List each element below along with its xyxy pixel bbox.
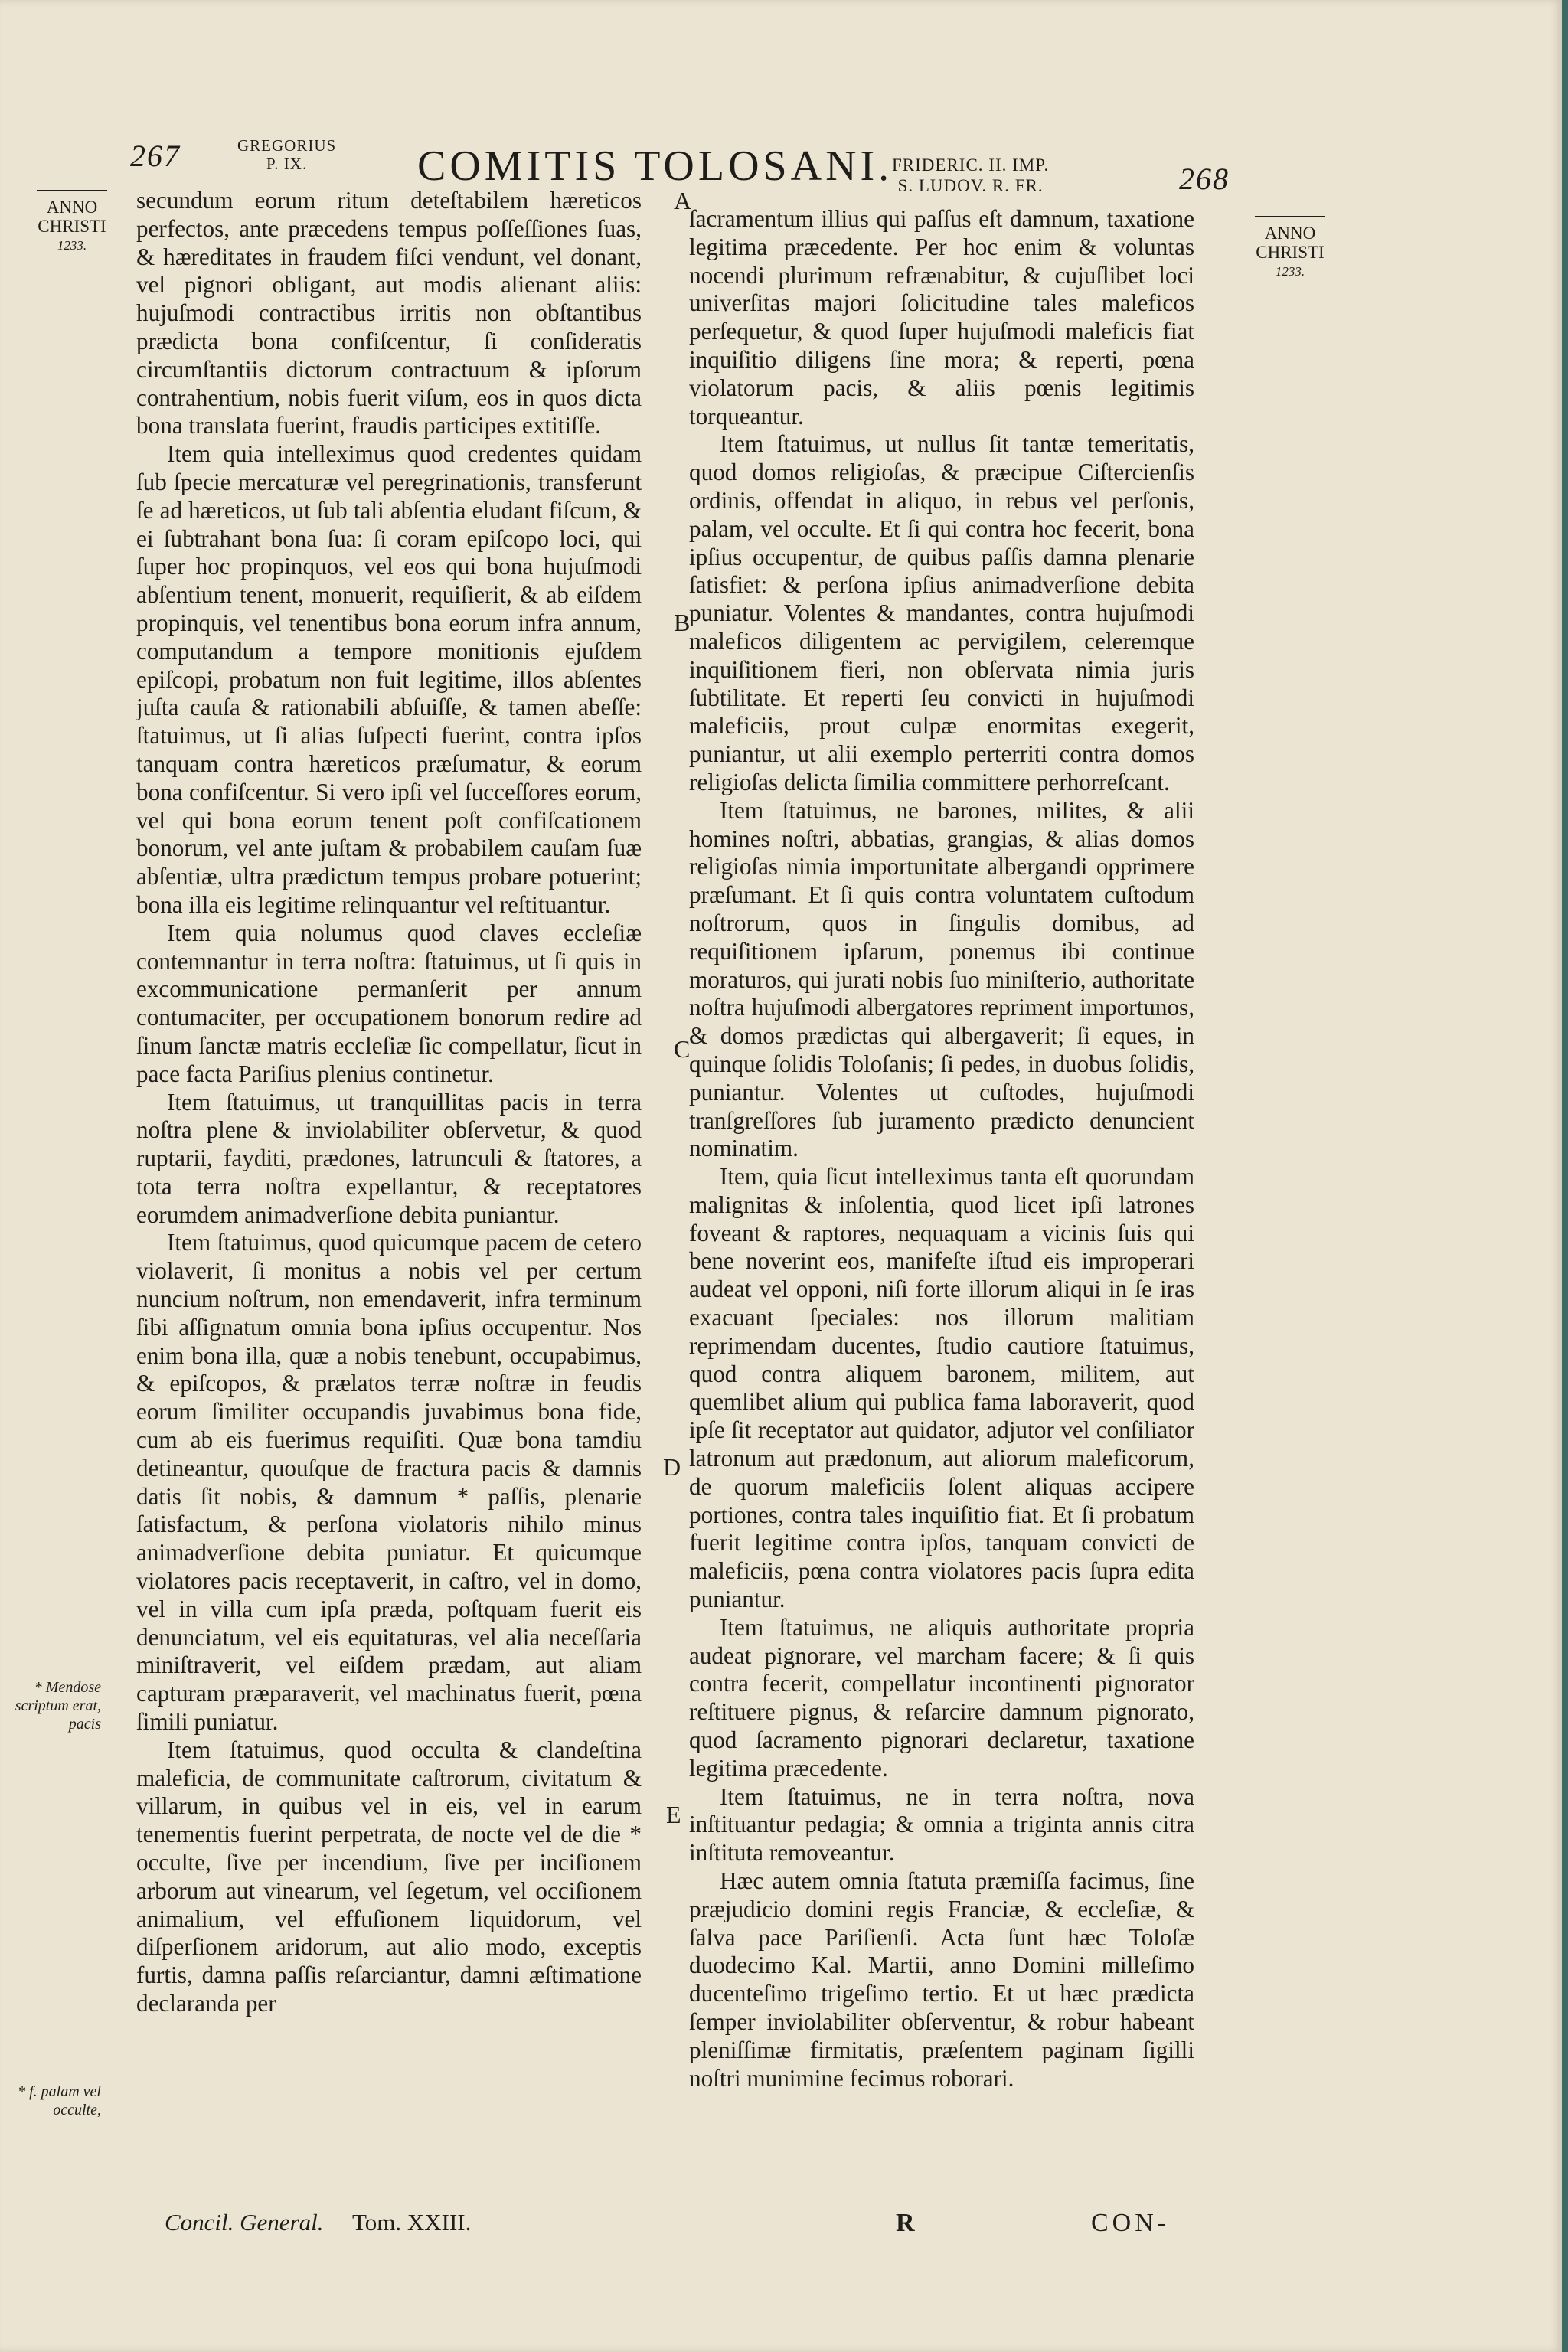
paragraph: Item ſtatuimus, ne aliquis authoritate propria audeat pignorare, vel marcham facere; & ſi quis contra fecerit, compellatur incontinenti pignorator reſtituere pignus, & reſarcire damnum pignorato, quod ſacramento pignorari declaretur, taxatione legitima præcedente. <box>689 1613 1194 1782</box>
anno-christi-left <box>34 190 110 255</box>
anno-year: 1233. <box>57 238 87 253</box>
section-letter-e: E <box>666 1801 681 1828</box>
anno-label: ANNO <box>46 198 98 217</box>
margin-note-palam: * f. palam vel occulte, <box>18 2083 101 2118</box>
section-letter-a: A <box>674 187 692 214</box>
paragraph: secundum eorum ritum deteſtabilem hæreticos perfectos, ante præcedens tempus poſſeſſiones ſuas, & hæreditates in fraudem fiſci vendunt, vel donant, vel pignori obligant, aut modis alienant aliis: hujuſmodi contractibus irritis non obſtantibus prædicta bona confiſcentur, ſi conſideratis circumſtantiis dictorum contractuum & ipſorum contrahentium, nobis fuerit viſum, eos in quos dicta bona translata fuerint, fraudis participes extitiſſe. <box>136 187 642 439</box>
pope-number: P. IX. <box>266 155 308 173</box>
pope-label <box>237 136 336 173</box>
left-column <box>136 187 642 2018</box>
anno-year: 1233. <box>1275 264 1305 279</box>
section-letter-b: B <box>674 609 691 636</box>
christi-label: CHRISTI <box>38 217 106 236</box>
section-letter-c: C <box>674 1035 691 1063</box>
paragraph: Item ſtatuimus, quod occulta & clandeſtina maleficia, de communitate caſtrorum, civitatum & villarum, in quibus vel in eis, vel in earum tenementis fuerint perpetrata, de nocte vel de die * occulte, ſive per incendium, ſive per inciſionem arborum aut vinearum, vel ſegetum, vel occiſionem animalium, vel effuſionem liquidorum, vel diſperſionem aridorum, aut alio modo, exceptis furtis, damna paſſis reſarciantur, damni æſtimatione declaranda per <box>136 1736 642 2017</box>
paragraph: Item quia intelleximus quod credentes quidam ſub ſpecie mercaturæ vel peregrinationis, transferunt ſe ad hæreticos, ut ſub tali abſentia eludant fiſcum, & ei ſubtrahant bona ſua: ſi coram epiſcopo loci, qui ſuper hoc propinquos, vel eos qui bona hujuſmodi abſentium tenent, monuerit, requiſierit, & ab eiſdem propinquis, vel tenentibus bona eorum infra annum, computandum a tempore monitionis ejuſdem epiſcopi, probatum non fuit legitime, illos abſentes juſta cauſa & rationabili abſuiſſe, & tamen abeſſe: ſtatuimus, ut ſi alias ſuſpecti fuerint, contra ipſos tanquam contra hæreticos præſumatur, & eorum bona confiſcentur. Si vero ipſi vel ſucceſſores eorum, vel qui bona eorum tenent poſt confiſcationem bonorum, vel ante juſtam & probabilem cauſam ſuæ abſentiæ, ultra prædictum tempus probare potuerint; bona illa eis legitime relinquantur vel reſtituantur. <box>136 440 642 918</box>
catchword: CON- <box>1091 2209 1171 2237</box>
section-letter-d: D <box>663 1453 681 1481</box>
pope-name: GREGORIUS <box>237 136 337 155</box>
anno-label: ANNO <box>1264 224 1316 243</box>
volume-label: Tom. XXIII. <box>352 2209 472 2236</box>
paragraph: Item ſtatuimus, quod quicumque pacem de cetero violaverit, ſi monitus a nobis vel per certum nuncium noſtrum, non emendaverit, infra terminum ſibi aſſignatum omnia bona ipſius occupentur. Nos enim bona illa, quæ a nobis tenebunt, occupabimus, & epiſcopos, & prælatos terræ noſtræ in feudis eorum ſimiliter occupandis juvabimus bona fide, cum ab eis fuerimus requiſiti. Quæ bona tamdiu detineantur, quouſque de fractura pacis & damnis datis ſit nobis, & damnum * paſſis, plenarie ſatisfactum, & perſona violatoris nihilo minus animadverſione debita puniatur. Et quicumque violatores pacis receptaverit, in caſtro, vel in domo, vel in villa cum ipſa præda, poſtquam fuerit eis denunciatum, vel eis equitaturas, vel alia neceſſaria miniſtraverit, vel eiſdem prædam, aut aliam capturam præparaverit, vel machinatus fuerit, pœna ſimili puniatur. <box>136 1229 642 1736</box>
paragraph: Item, quia ſicut intelleximus tanta eſt quorundam malignitas & inſolentia, quod licet ipſi latrones foveant & raptores, nequaquam a vicinis ſuis qui bene noverint eos, manifeſte iſtud eis improperari audeat vel opponi, niſi forte illorum aliqui in ſe iras exacuant ſpeciales: nos illorum malitiam reprimendam ducentes, ſtudio cautiore ſtatuimus, quod contra aliquem baronem, militem, aut quemlibet alium qui publica fama laboraverit, quod ipſe ſit receptator aut quidator, adjutor vel conſiliator latronum aut prædonum, aut aliorum maleficorum, de quorum maleficiis ſolent aliquas accipere portiones, contra tales inquiſitio fiat. Et ſi probatum fuerit legitime contra ipſos, tanquam convicti de maleficiis, pœna contra violatores pacis ſupra edita puniantur. <box>689 1163 1194 1613</box>
margin-note-mendose: * Mendose scriptum erat, pacis <box>15 1679 101 1733</box>
page-number-right: 268 <box>1179 162 1230 196</box>
paragraph: Item ſtatuimus, ut nullus ſit tantæ temeritatis, quod domos religioſas, & præcipue Ciſtercienſis ordinis, offendat in aliquo, in rebus vel perſonis, palam, vel occulte. Et ſi qui contra hoc fecerit, bona ipſius occupentur, de quibus paſſis damna plenarie ſatisfiet: & perſona ipſius animadverſione debita puniatur. Volentes & mandantes, contra hujuſmodi maleficos diligentem ac pervigilem, celeremque inquiſitionem fieri, non obſervata nimia juris ſubtilitate. Et reperti ſeu convicti in hujuſmodi maleficiis, prout culpæ enormitas exegerit, puniantur, ut alii exemplo perterriti contra domos religioſas delicta ſimilia committere perhorreſcant. <box>689 430 1194 795</box>
paragraph: ſacramentum illius qui paſſus eſt damnum, taxatione legitima præcedente. Per hoc enim & voluntas nocendi plurimum refrænabitur, & cujuſlibet loci univerſitas majori ſolicitudine tales maleficos perſequetur, & quod ſuper hujuſmodi maleficis fiat inquiſitio diligens ſine mora; & reperti, pœna violatorum pacis, & aliis pœnis legitimis torqueantur. <box>689 205 1194 430</box>
quire-letter: R <box>896 2209 915 2237</box>
emperor-label: FRIDERIC. II. IMP. <box>892 155 1050 175</box>
divider <box>37 190 107 191</box>
paragraph: Item ſtatuimus, ut tranquillitas pacis in terra noſtra plene & inviolabiliter obſervetur, & quod ruptarii, fayditi, prædones, latrunculi & ſtatores, a tota terra noſtra expellantur, & receptatores eorumdem animadverſione debita puniantur. <box>136 1088 642 1228</box>
king-label: S. LUDOV. R. FR. <box>897 176 1044 195</box>
anno-christi-right <box>1248 216 1332 281</box>
christi-label: CHRISTI <box>1256 243 1325 262</box>
paragraph: Item ſtatuimus, ne barones, milites, & alii homines noſtri, abbatias, grangias, & alias domos religioſas nimia importunitate albergandi opprimere præſumant. Et ſi quis contra voluntatem cuſtodum noſtrorum, quos in ſingulis domibus, ad requiſitionem ipſarum, ponemus ibi continue moraturos, qui jurati nobis ſuo miniſterio, authoritate noſtra hujuſmodi albergatores repriment importunos, & domos prædictas qui albergaverit; ſi eques, in quinque ſolidis Toloſanis; ſi pedes, in duobus ſolidis, puniantur. Volentes ut cuſtodes, hujuſmodi tranſgreſſores ſub juramento prædicto denuncient nominatim. <box>689 796 1194 1162</box>
signature-mark: Concil. General. <box>165 2209 324 2236</box>
paragraph: Item ſtatuimus, ne in terra noſtra, nova inſtituantur pedagia; & omnia a triginta annis citra inſtituta removeantur. <box>689 1782 1194 1867</box>
right-column <box>689 205 1194 2092</box>
running-title: COMITIS TOLOSANI. <box>417 142 893 190</box>
page-number-left: 267 <box>130 139 181 173</box>
ruler-label <box>892 155 1049 196</box>
divider <box>1255 216 1325 217</box>
paragraph: Item quia nolumus quod claves eccleſiæ contemnantur in terra noſtra: ſtatuimus, ut ſi quis in excommunicatione permanſerit per annum contumaciter, per occupationem bonorum redire ad ſinum ſanctæ matris eccleſiæ ſic compellatur, ſicut in pace facta Pariſius plenius continetur. <box>136 919 642 1087</box>
paragraph: Hæc autem omnia ſtatuta præmiſſa facimus, ſine præjudicio domini regis Franciæ, & eccleſiæ, & ſalva pace Pariſienſi. Acta ſunt hæc Toloſæ duodecimo Kal. Martii, anno Domini milleſimo ducenteſimo trigeſimo tertio. Et ut hæc prædicta ſemper inviolabiliter obſerventur, & robur habeant pleniſſimæ firmitatis, præſentem paginam ſigilli noſtri munimine fecimus roborari. <box>689 1867 1194 2092</box>
